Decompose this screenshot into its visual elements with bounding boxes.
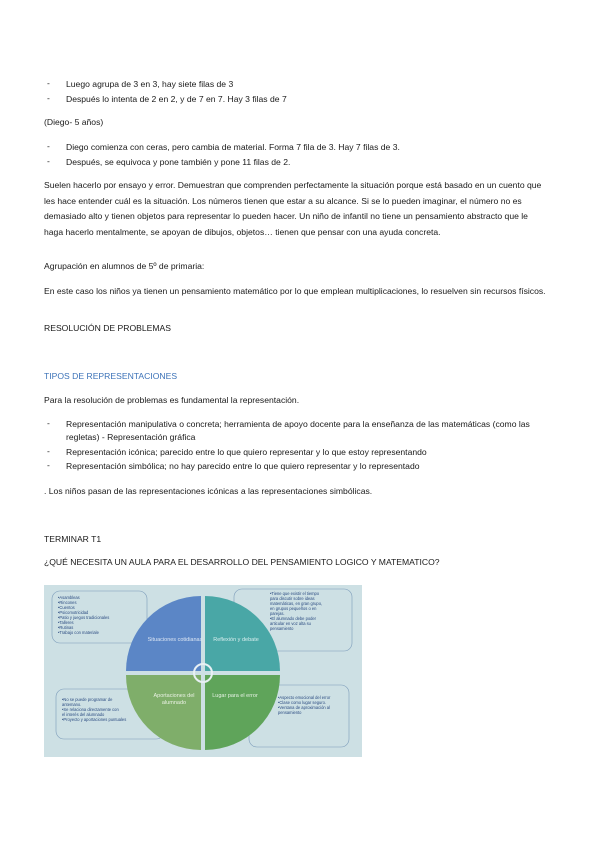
note-error: •Aspecto emocional del error •Clase como lugar seguro. •Ventana de aproximación al pensamiento <box>278 695 331 715</box>
note-situaciones: •Asambleas •Rincones •Cuentos •Psicomotricidad •Patio y juegos tradicionales •Talleres •Rutinas •Trabajo con materiale <box>58 595 110 635</box>
bullet-dash: - <box>47 156 50 166</box>
bullet-dash: - <box>47 93 50 103</box>
resolucion-heading: RESOLUCIÓN DE PROBLEMAS <box>44 323 172 333</box>
question-heading: ¿QUÉ NECESITA UN AULA PARA EL DESARROLLO DEL PENSAMIENTO LOGICO Y MATEMATICO? <box>44 557 440 567</box>
diego-label: (Diego- 5 años) <box>44 117 104 127</box>
bullet-dash: - <box>47 78 50 88</box>
paragraph-quinto-primaria: En este caso los niños ya tienen un pensamiento matemático por lo que emplean multiplicaciones, lo resuelven sin recursos físicos. <box>44 286 546 296</box>
diagram-photo <box>44 585 362 757</box>
bullet-dash: - <box>47 460 50 470</box>
list-item: Después lo intenta de 2 en 2, y de 7 en 7. Hay 3 filas de 7 <box>66 94 287 104</box>
list-item: Después, se equivoca y pone también y pone 11 filas de 2. <box>66 157 291 167</box>
list-item: Diego comienza con ceras, pero cambia de material. Forma 7 fila de 3. Hay 7 filas de 3. <box>66 142 400 152</box>
paragraph-iconicas: . Los niños pasan de las representaciones icónicas a las representaciones simbólicas. <box>44 486 373 496</box>
list-item: Representación manipulativa o concreta; herramienta de apoyo docente para la enseñanza de las matemáticas (como las regletas) - Representación gráfica <box>66 419 530 442</box>
note-aportaciones: •No se puede programar de antemano. •Se relaciona directamente con el interés del alumnado •Proyecto y aportaciones puntuales <box>62 697 127 722</box>
quadrant-label-reflexion: Reflexión y debate <box>213 637 259 643</box>
quadrant-label-error: Lugar para el error <box>212 693 258 699</box>
bullet-dash: - <box>47 141 50 151</box>
list-item: Representación simbólica; no hay parecido entre lo que quiero representar y lo representado <box>66 461 420 471</box>
quadrant-label-aportaciones: Aportaciones del alumnado <box>153 693 195 706</box>
list-item: Representación icónica; parecido entre lo que quiero representar y lo que estoy representando <box>66 447 427 457</box>
terminar-label: TERMINAR T1 <box>44 534 102 544</box>
bullet-dash: - <box>47 446 50 456</box>
quadrant-label-situaciones: Situaciones cotidianas <box>147 637 203 643</box>
bullet-dash: - <box>47 418 50 428</box>
tipos-heading: TIPOS DE REPRESENTACIONES <box>44 371 178 381</box>
paragraph-resolucion: Para la resolución de problemas es fundamental la representación. <box>44 395 300 405</box>
list-item: Luego agrupa de 3 en 3, hay siete filas de 3 <box>66 79 234 89</box>
agrupacion-heading: Agrupación en alumnos de 5º de primaria: <box>44 261 205 271</box>
note-reflexion: •Tiene que existir el tiempo para discutir sobre ideas matemáticas, en gran grupo, en grupos pequeños o en parejas. •El alumnado debe poder articular en voz alta su pensamiento <box>270 591 323 631</box>
paragraph-ensayo-error: Suelen hacerlo por ensayo y error. Demuestran que comprenden perfectamente la situación porque está basado en un cuento que les hace entender cuál es la situación. Los números tienen que estar a su alcance. Si se lo pueden imaginar, el número no es demasiado alto y tienen objetos para representar lo pueden hacer. Un niño de infantil no tiene un pensamiento abstracto que le haga hacerlo mentalmente, se apoyan de dibujos, objetos… tienen que pensar con una ayuda concreta. <box>44 180 542 237</box>
